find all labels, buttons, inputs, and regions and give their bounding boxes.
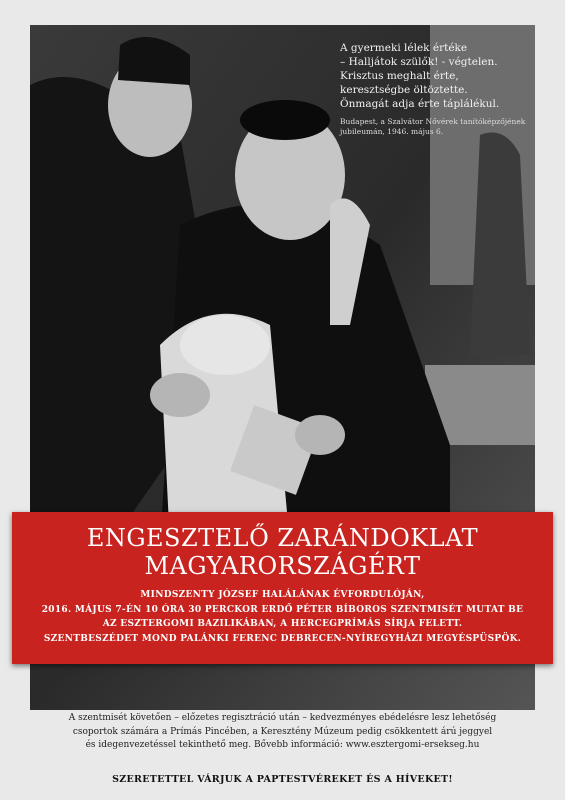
quote-source	[340, 117, 530, 137]
banner-body-line: 2016. MÁJUS 7-ÉN 10 ÓRA 30 PERCKOR ERDŐ PÉTER BÍBOROS SZENTMISÉT MUTAT BE	[41, 604, 524, 615]
event-banner	[12, 512, 553, 664]
priest-hand	[150, 373, 210, 417]
quote-line: keresztségbe öltöztette.	[340, 84, 468, 96]
banner-body-line: AZ ESZTERGOMI BAZILIKÁBAN, A HERCEGPRÍMÁS SÍRJA FELETT.	[102, 619, 463, 629]
zucchetto	[240, 100, 330, 140]
quote-source-line: tanítóképzőjének jubileumán, 1946. május 6.	[340, 117, 526, 136]
footer-line: csoportok számára a Prímás Pincében, a Keresztény Múzeum pedig csökkentett árú jeggyel	[72, 726, 493, 737]
quote-source-line: Budapest, a Szalvátor Nővérek	[340, 117, 458, 126]
banner-body-line: MINDSZENTY JÓZSEF HALÁLÁNAK ÉVFORDULÓJÁN,	[140, 590, 425, 600]
girl-hair	[180, 315, 270, 375]
quote-line: Önmagát adja érte táplálékul.	[340, 98, 500, 110]
banner-title-line: ENGESZTELŐ ZARÁNDOKLAT	[86, 524, 479, 552]
footer-line: és idegenvezetéssel tekinthető meg. Bővebb információ: www.esztergomi-ersekseg.hu	[85, 740, 480, 750]
closing-invitation: SZERETETTEL VÁRJUK A PAPTESTVÉREKET ÉS A HÍVEKET!	[112, 774, 453, 785]
footer-info	[20, 712, 545, 753]
footer-line: A szentmisét követően – előzetes regisztráció után – kedvezményes ebédelésre lesz lehetőség	[68, 713, 497, 723]
quote-line: Krisztus meghalt érte,	[340, 70, 459, 82]
quote-line: A gyermeki lélek értéke	[340, 42, 468, 54]
banner-title	[12, 524, 553, 580]
banner-title-line: MAGYARORSZÁGÉRT	[144, 552, 421, 580]
quote-line: – Halljátok szülők! - végtelen.	[340, 56, 498, 68]
quote-block	[340, 41, 530, 137]
banner-body	[12, 588, 553, 646]
cardinal-hand	[295, 415, 345, 455]
banner-body-line: SZENTBESZÉDET MOND PALÁNKI FERENC DEBRECEN-NYÍREGYHÁZI MEGYÉSPÜSPÖK.	[43, 633, 522, 644]
